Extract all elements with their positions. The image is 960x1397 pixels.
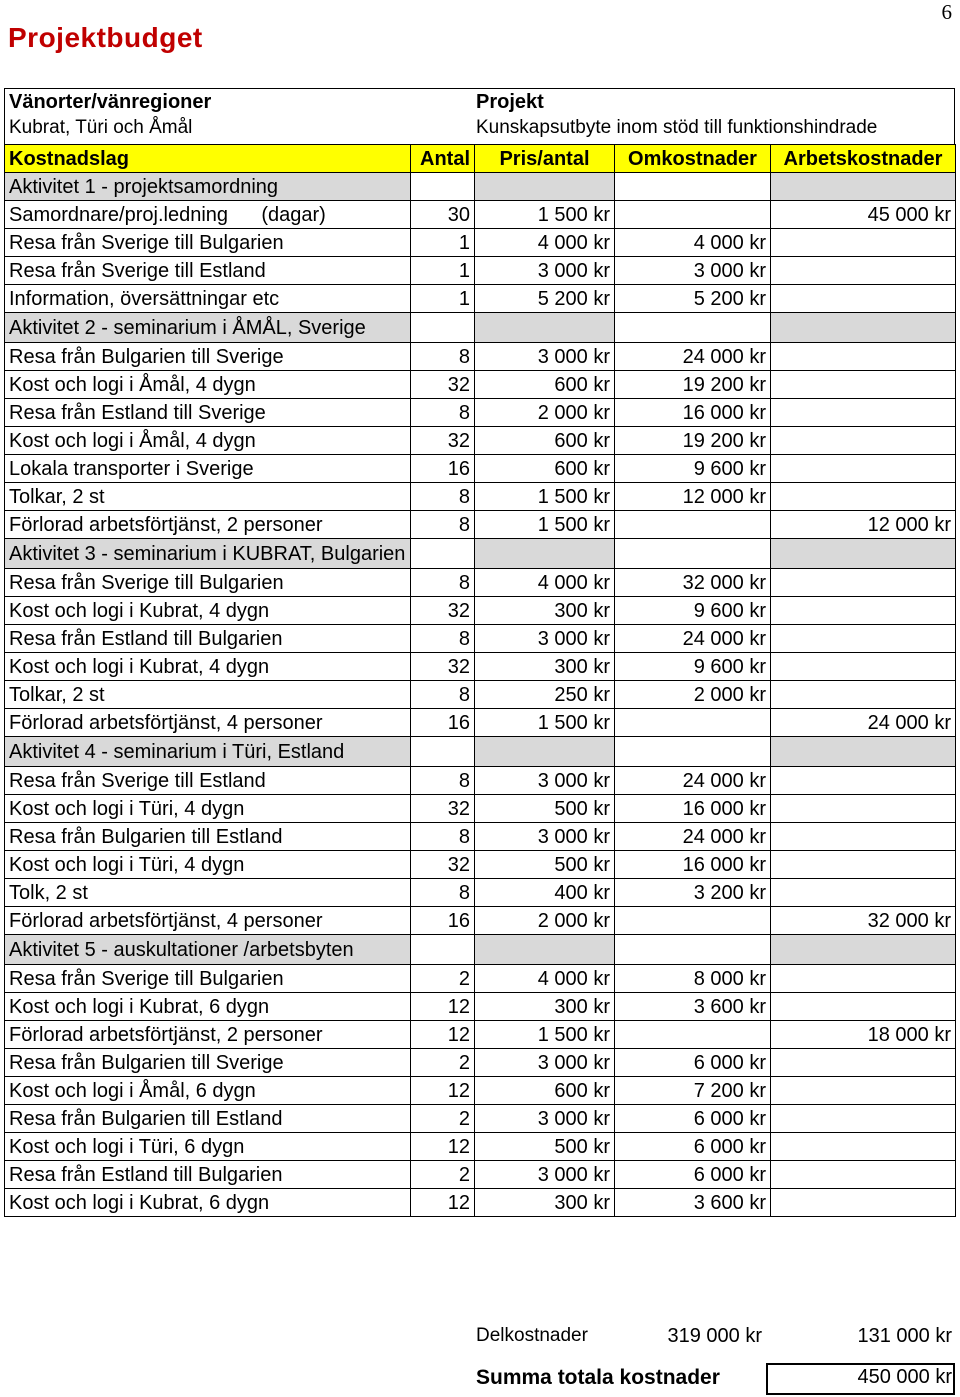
section-blank-cell: [411, 737, 475, 767]
section-title: Aktivitet 5 - auskultationer /arbetsbyten: [5, 935, 411, 965]
cell-omkostnader: 4 000 kr: [615, 229, 771, 257]
cell-omkostnader: 3 600 kr: [615, 993, 771, 1021]
cell-arbetskostnader: [771, 597, 956, 625]
page-number: 6: [941, 0, 952, 24]
col-header-omkostnader: Omkostnader: [615, 145, 771, 173]
cell-antal: 2: [411, 1049, 475, 1077]
table-row: [5, 709, 956, 737]
cell-omkostnader: 9 600 kr: [615, 455, 771, 483]
cell-kostnadslag: Kost och logi i Kubrat, 6 dygn: [5, 993, 411, 1021]
section-blank-cell: [771, 173, 956, 201]
cell-pris: 3 000 kr: [475, 1049, 615, 1077]
cell-pris: 1 500 kr: [475, 1021, 615, 1049]
cell-kostnadslag: Tolk, 2 st: [5, 879, 411, 907]
cell-kostnadslag: Resa från Sverige till Estland: [5, 257, 411, 285]
cell-pris: 300 kr: [475, 993, 615, 1021]
cell-kostnadslag: Samordnare/proj.ledning (dagar): [5, 201, 411, 229]
cell-pris: 500 kr: [475, 795, 615, 823]
cell-arbetskostnader: [771, 455, 956, 483]
cell-antal: 8: [411, 681, 475, 709]
cell-omkostnader: 6 000 kr: [615, 1105, 771, 1133]
table-row: [5, 597, 956, 625]
cell-antal: 8: [411, 625, 475, 653]
cell-omkostnader: 16 000 kr: [615, 851, 771, 879]
cell-kostnadslag: Kost och logi i Kubrat, 4 dygn: [5, 597, 411, 625]
cell-pris: 3 000 kr: [475, 823, 615, 851]
cell-arbetskostnader: [771, 681, 956, 709]
total-label: Summa totala kostnader: [476, 1366, 720, 1389]
section-blank-cell: [475, 313, 615, 343]
table-row: [5, 483, 956, 511]
cell-antal: 2: [411, 1105, 475, 1133]
subtotal-omkostnader: 319 000 kr: [667, 1325, 762, 1347]
table-header-row: [5, 145, 956, 173]
section-title: Aktivitet 3 - seminarium i KUBRAT, Bulgarien: [5, 539, 411, 569]
table-row: [5, 767, 956, 795]
cell-omkostnader: 6 000 kr: [615, 1049, 771, 1077]
cell-omkostnader: 24 000 kr: [615, 625, 771, 653]
cell-omkostnader: 3 000 kr: [615, 257, 771, 285]
budget-table: [4, 144, 956, 1217]
cell-pris: 300 kr: [475, 653, 615, 681]
cell-antal: 12: [411, 1133, 475, 1161]
table-row: [5, 1133, 956, 1161]
cell-antal: 8: [411, 483, 475, 511]
section-row: [5, 539, 956, 569]
cell-pris: 3 000 kr: [475, 1161, 615, 1189]
cell-arbetskostnader: [771, 483, 956, 511]
table-row: [5, 229, 956, 257]
cell-antal: 32: [411, 851, 475, 879]
cell-kostnadslag: Förlorad arbetsförtjänst, 4 personer: [5, 907, 411, 935]
section-blank-cell: [615, 173, 771, 201]
section-row: [5, 173, 956, 201]
table-row: [5, 371, 956, 399]
cell-omkostnader: [615, 1021, 771, 1049]
cell-arbetskostnader: [771, 343, 956, 371]
cell-pris: 500 kr: [475, 1133, 615, 1161]
cell-arbetskostnader: [771, 879, 956, 907]
cell-antal: 8: [411, 569, 475, 597]
cell-antal: 32: [411, 427, 475, 455]
cell-kostnadslag: Kost och logi i Åmål, 4 dygn: [5, 427, 411, 455]
cell-arbetskostnader: [771, 767, 956, 795]
table-row: [5, 851, 956, 879]
table-row: [5, 1049, 956, 1077]
table-row: [5, 993, 956, 1021]
table-row: [5, 795, 956, 823]
project-label: Projekt: [476, 91, 544, 113]
cell-omkostnader: 24 000 kr: [615, 823, 771, 851]
cell-arbetskostnader: [771, 427, 956, 455]
section-blank-cell: [411, 539, 475, 569]
cell-pris: 600 kr: [475, 455, 615, 483]
cell-pris: 4 000 kr: [475, 569, 615, 597]
table-row: [5, 427, 956, 455]
cell-pris: 400 kr: [475, 879, 615, 907]
cell-arbetskostnader: [771, 371, 956, 399]
cell-omkostnader: 8 000 kr: [615, 965, 771, 993]
table-row: [5, 1105, 956, 1133]
table-row: [5, 455, 956, 483]
cell-antal: 8: [411, 879, 475, 907]
cell-arbetskostnader: [771, 625, 956, 653]
cell-pris: 1 500 kr: [475, 201, 615, 229]
cell-antal: 16: [411, 907, 475, 935]
cell-pris: 3 000 kr: [475, 625, 615, 653]
cell-omkostnader: 3 600 kr: [615, 1189, 771, 1217]
section-title: Aktivitet 4 - seminarium i Türi, Estland: [5, 737, 411, 767]
cell-antal: 12: [411, 1021, 475, 1049]
section-row: [5, 935, 956, 965]
table-row: [5, 1021, 956, 1049]
cell-antal: 32: [411, 795, 475, 823]
cell-antal: 32: [411, 597, 475, 625]
project-value: Kunskapsutbyte inom stöd till funktionshindrade: [476, 117, 878, 138]
table-row: [5, 285, 956, 313]
cell-antal: 30: [411, 201, 475, 229]
table-row: [5, 1189, 956, 1217]
cell-kostnadslag: Lokala transporter i Sverige: [5, 455, 411, 483]
cell-antal: 8: [411, 399, 475, 427]
cell-omkostnader: 19 200 kr: [615, 427, 771, 455]
cell-omkostnader: 19 200 kr: [615, 371, 771, 399]
cell-omkostnader: 3 200 kr: [615, 879, 771, 907]
section-blank-cell: [475, 539, 615, 569]
cell-omkostnader: 6 000 kr: [615, 1133, 771, 1161]
cell-omkostnader: [615, 511, 771, 539]
cell-kostnadslag: Resa från Sverige till Bulgarien: [5, 965, 411, 993]
cell-omkostnader: 12 000 kr: [615, 483, 771, 511]
table-row: [5, 343, 956, 371]
cell-kostnadslag: Kost och logi i Åmål, 6 dygn: [5, 1077, 411, 1105]
section-blank-cell: [771, 313, 956, 343]
cell-arbetskostnader: 45 000 kr: [771, 201, 956, 229]
subtotal-label: Delkostnader: [476, 1325, 588, 1346]
cell-arbetskostnader: [771, 1161, 956, 1189]
cell-kostnadslag: Resa från Estland till Sverige: [5, 399, 411, 427]
table-row: [5, 1161, 956, 1189]
cell-omkostnader: 6 000 kr: [615, 1161, 771, 1189]
cell-pris: 1 500 kr: [475, 511, 615, 539]
section-blank-cell: [615, 539, 771, 569]
cell-arbetskostnader: [771, 1049, 956, 1077]
cell-antal: 12: [411, 1077, 475, 1105]
page-title: Projektbudget: [8, 22, 203, 53]
cell-pris: 4 000 kr: [475, 965, 615, 993]
cell-pris: 3 000 kr: [475, 1105, 615, 1133]
cell-arbetskostnader: [771, 285, 956, 313]
cell-antal: 32: [411, 371, 475, 399]
cell-kostnadslag: Resa från Sverige till Bulgarien: [5, 229, 411, 257]
section-blank-cell: [771, 539, 956, 569]
cell-pris: 300 kr: [475, 1189, 615, 1217]
cell-kostnadslag: Resa från Sverige till Estland: [5, 767, 411, 795]
cell-omkostnader: 2 000 kr: [615, 681, 771, 709]
cell-antal: 2: [411, 1161, 475, 1189]
cell-arbetskostnader: [771, 229, 956, 257]
cell-pris: 600 kr: [475, 427, 615, 455]
table-row: [5, 879, 956, 907]
table-row: [5, 511, 956, 539]
cell-kostnadslag: Kost och logi i Türi, 4 dygn: [5, 795, 411, 823]
cell-pris: 600 kr: [475, 371, 615, 399]
cell-kostnadslag: Kost och logi i Kubrat, 4 dygn: [5, 653, 411, 681]
cell-antal: 32: [411, 653, 475, 681]
cell-omkostnader: 24 000 kr: [615, 767, 771, 795]
col-header-kostnadslag: Kostnadslag: [5, 145, 411, 173]
cell-antal: 8: [411, 343, 475, 371]
cell-pris: 1 500 kr: [475, 483, 615, 511]
cell-kostnadslag: Resa från Sverige till Bulgarien: [5, 569, 411, 597]
section-title: Aktivitet 1 - projektsamordning: [5, 173, 411, 201]
cell-pris: 3 000 kr: [475, 257, 615, 285]
region-label: Vänorter/vänregioner: [9, 91, 212, 113]
cell-kostnadslag: Resa från Bulgarien till Estland: [5, 823, 411, 851]
cell-omkostnader: 9 600 kr: [615, 653, 771, 681]
cell-arbetskostnader: [771, 1105, 956, 1133]
region-value: Kubrat, Türi och Åmål: [9, 117, 193, 138]
section-blank-cell: [771, 737, 956, 767]
section-blank-cell: [411, 313, 475, 343]
col-header-pris: Pris/antal: [475, 145, 615, 173]
cell-kostnadslag: Kost och logi i Kubrat, 6 dygn: [5, 1189, 411, 1217]
cell-antal: 1: [411, 229, 475, 257]
total-value: 450 000 kr: [857, 1366, 952, 1388]
cell-antal: 12: [411, 993, 475, 1021]
cell-omkostnader: 7 200 kr: [615, 1077, 771, 1105]
cell-antal: 2: [411, 965, 475, 993]
cell-arbetskostnader: [771, 851, 956, 879]
section-row: [5, 737, 956, 767]
table-row: [5, 1077, 956, 1105]
cell-kostnadslag: Tolkar, 2 st: [5, 483, 411, 511]
cell-kostnadslag: Förlorad arbetsförtjänst, 2 personer: [5, 511, 411, 539]
section-blank-cell: [615, 935, 771, 965]
cell-arbetskostnader: [771, 823, 956, 851]
cell-antal: 16: [411, 455, 475, 483]
cell-kostnadslag: Kost och logi i Åmål, 4 dygn: [5, 371, 411, 399]
cell-kostnadslag: Resa från Bulgarien till Sverige: [5, 343, 411, 371]
project-header: [4, 88, 955, 144]
section-blank-cell: [475, 737, 615, 767]
subtotal-arbetskostnader: 131 000 kr: [857, 1325, 952, 1347]
cell-pris: 4 000 kr: [475, 229, 615, 257]
cell-arbetskostnader: 24 000 kr: [771, 709, 956, 737]
cell-omkostnader: 16 000 kr: [615, 399, 771, 427]
cell-arbetskostnader: [771, 257, 956, 285]
table-row: [5, 681, 956, 709]
cell-kostnadslag: Förlorad arbetsförtjänst, 4 personer: [5, 709, 411, 737]
cell-antal: 16: [411, 709, 475, 737]
section-blank-cell: [475, 935, 615, 965]
cell-antal: 1: [411, 285, 475, 313]
cell-pris: 500 kr: [475, 851, 615, 879]
section-blank-cell: [771, 935, 956, 965]
section-row: [5, 313, 956, 343]
section-title: Aktivitet 2 - seminarium i ÅMÅL, Sverige: [5, 313, 411, 343]
section-blank-cell: [615, 313, 771, 343]
cell-omkostnader: [615, 907, 771, 935]
table-row: [5, 907, 956, 935]
cell-pris: 2 000 kr: [475, 907, 615, 935]
table-row: [5, 201, 956, 229]
section-blank-cell: [411, 935, 475, 965]
cell-omkostnader: [615, 201, 771, 229]
cell-arbetskostnader: [771, 1189, 956, 1217]
cell-omkostnader: 32 000 kr: [615, 569, 771, 597]
cell-arbetskostnader: 32 000 kr: [771, 907, 956, 935]
cell-omkostnader: [615, 709, 771, 737]
col-header-arbetskostnader: Arbetskostnader: [771, 145, 956, 173]
cell-pris: 600 kr: [475, 1077, 615, 1105]
cell-antal: 8: [411, 767, 475, 795]
cell-kostnadslag: Information, översättningar etc: [5, 285, 411, 313]
cell-kostnadslag: Kost och logi i Türi, 6 dygn: [5, 1133, 411, 1161]
cell-omkostnader: 9 600 kr: [615, 597, 771, 625]
cell-arbetskostnader: [771, 653, 956, 681]
cell-arbetskostnader: [771, 1133, 956, 1161]
cell-kostnadslag: Resa från Bulgarien till Sverige: [5, 1049, 411, 1077]
col-header-antal: Antal: [411, 145, 475, 173]
cell-antal: 8: [411, 823, 475, 851]
cell-arbetskostnader: [771, 1077, 956, 1105]
cell-kostnadslag: Resa från Estland till Bulgarien: [5, 1161, 411, 1189]
table-row: [5, 257, 956, 285]
cell-pris: 300 kr: [475, 597, 615, 625]
cell-omkostnader: 16 000 kr: [615, 795, 771, 823]
table-row: [5, 569, 956, 597]
cell-omkostnader: 5 200 kr: [615, 285, 771, 313]
cell-pris: 3 000 kr: [475, 767, 615, 795]
cell-antal: 1: [411, 257, 475, 285]
cell-arbetskostnader: [771, 993, 956, 1021]
cell-arbetskostnader: 12 000 kr: [771, 511, 956, 539]
cell-arbetskostnader: 18 000 kr: [771, 1021, 956, 1049]
section-blank-cell: [475, 173, 615, 201]
section-blank-cell: [615, 737, 771, 767]
cell-pris: 1 500 kr: [475, 709, 615, 737]
section-blank-cell: [411, 173, 475, 201]
table-row: [5, 399, 956, 427]
cell-arbetskostnader: [771, 965, 956, 993]
cell-antal: 8: [411, 511, 475, 539]
cell-antal: 12: [411, 1189, 475, 1217]
table-row: [5, 625, 956, 653]
table-row: [5, 653, 956, 681]
cell-kostnadslag: Tolkar, 2 st: [5, 681, 411, 709]
cell-arbetskostnader: [771, 399, 956, 427]
cell-arbetskostnader: [771, 569, 956, 597]
cell-kostnadslag: Kost och logi i Türi, 4 dygn: [5, 851, 411, 879]
cell-arbetskostnader: [771, 795, 956, 823]
cell-kostnadslag: Förlorad arbetsförtjänst, 2 personer: [5, 1021, 411, 1049]
cell-kostnadslag: Resa från Estland till Bulgarien: [5, 625, 411, 653]
cell-pris: 5 200 kr: [475, 285, 615, 313]
cell-kostnadslag: Resa från Bulgarien till Estland: [5, 1105, 411, 1133]
cell-omkostnader: 24 000 kr: [615, 343, 771, 371]
cell-pris: 250 kr: [475, 681, 615, 709]
cell-pris: 3 000 kr: [475, 343, 615, 371]
cell-pris: 2 000 kr: [475, 399, 615, 427]
table-row: [5, 965, 956, 993]
table-row: [5, 823, 956, 851]
